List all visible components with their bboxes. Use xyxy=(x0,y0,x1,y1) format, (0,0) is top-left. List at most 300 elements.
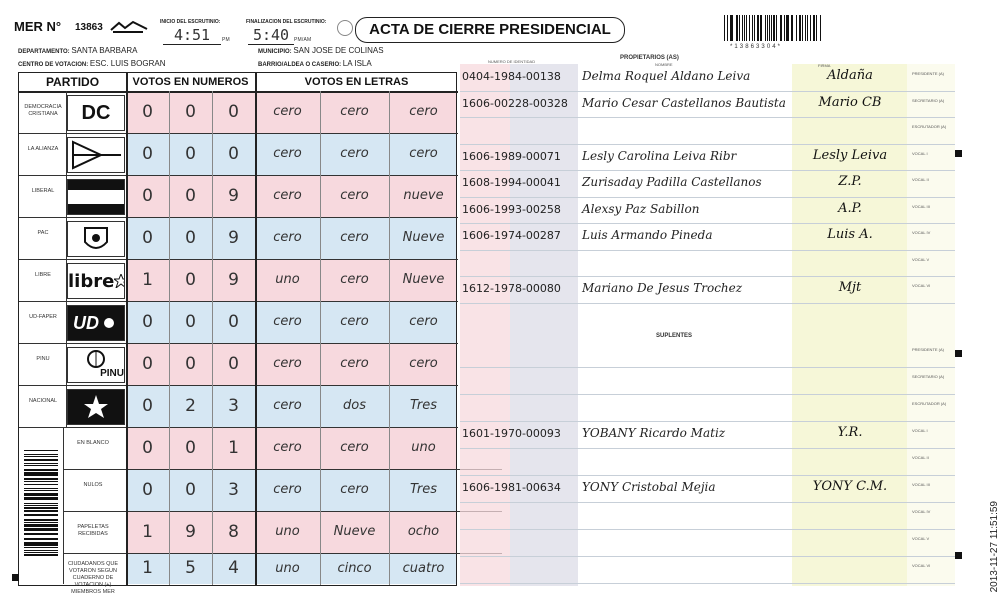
vote-word: Tres xyxy=(409,398,438,413)
barcode-bar xyxy=(758,15,759,41)
member-role: VOCAL II xyxy=(912,455,929,460)
col-divider xyxy=(212,91,213,585)
vote-word: cero xyxy=(340,272,369,287)
vote-number: 0 xyxy=(228,144,239,164)
party-name: LIBRE xyxy=(35,272,51,278)
votes-table xyxy=(18,72,457,595)
signature-row-line xyxy=(460,144,955,145)
row-divider xyxy=(19,133,458,134)
signature-row-line xyxy=(460,502,955,503)
barcode-bar xyxy=(769,15,770,41)
member-signature: Y.R. xyxy=(837,425,863,440)
row-divider xyxy=(19,217,458,218)
barcode-bar xyxy=(814,15,815,41)
barcode-bar xyxy=(24,522,58,523)
vote-number: 9 xyxy=(228,270,239,290)
member-id: 1606-00228-00328 xyxy=(462,96,568,110)
barcode-bar xyxy=(24,505,58,506)
member-name: Luis Armando Pineda xyxy=(582,228,713,242)
col-divider xyxy=(169,91,170,585)
party-logo xyxy=(67,389,125,425)
suplentes-header: SUPLENTES xyxy=(656,333,693,339)
vote-number: 0 xyxy=(228,354,239,374)
barcode-bar xyxy=(24,484,58,485)
member-id: 1606-1981-00634 xyxy=(462,481,561,494)
barcode-bar xyxy=(24,543,58,545)
vote-word: cero xyxy=(273,188,302,203)
barcode-bar xyxy=(24,479,58,480)
vote-number: 1 xyxy=(142,522,153,542)
barcode-bar xyxy=(24,481,58,482)
barcode-bar xyxy=(731,15,733,41)
vote-number: 1 xyxy=(142,558,153,578)
vote-word: cero xyxy=(340,146,369,161)
barcode-bar xyxy=(724,15,725,41)
member-role: VOCAL IV xyxy=(912,509,931,514)
col-divider xyxy=(320,91,321,585)
vote-word: cero xyxy=(273,440,302,455)
barcode-bar xyxy=(742,15,743,41)
signature-row-line xyxy=(460,475,955,476)
vote-word: cero xyxy=(409,314,438,329)
barcode-bar xyxy=(24,533,58,534)
sig-strip-yellow xyxy=(792,64,907,586)
party-name: LA ALIANZA xyxy=(27,146,59,152)
member-name: YONY Cristobal Mejia xyxy=(582,480,716,494)
numero-id-header: NUMERO DE IDENTIDAD xyxy=(488,59,536,64)
vote-number: 0 xyxy=(185,438,196,458)
barcode-bar xyxy=(24,538,58,539)
propietarios-header: PROPIETARIOS (AS) xyxy=(620,55,679,61)
registration-mark xyxy=(955,350,962,357)
col-divider xyxy=(255,73,257,585)
vote-number: 0 xyxy=(185,312,196,332)
vote-word: cero xyxy=(340,314,369,329)
barcode-bar xyxy=(24,459,58,461)
inicio-label: INICIO DEL ESCRUTINIO: xyxy=(160,19,221,25)
signature-row-line xyxy=(460,556,955,557)
vote-word: uno xyxy=(275,524,300,539)
vote-word: uno xyxy=(411,440,436,455)
barcode-bar xyxy=(813,15,814,41)
member-role: SECRETARIO (A) xyxy=(912,374,945,379)
centro-value: ESC. LUIS BOGRAN xyxy=(89,59,166,68)
member-id: 1606-1974-00287 xyxy=(462,229,561,242)
member-role: SECRETARIO (A) xyxy=(912,97,945,103)
barcode-bar xyxy=(773,15,775,41)
inicio-time: 4:51 xyxy=(163,26,221,45)
barcode-bar xyxy=(757,15,758,41)
barcode-bar xyxy=(24,473,58,475)
signature-row-line xyxy=(460,448,955,449)
signature-row-line xyxy=(460,583,955,584)
hole-icon xyxy=(337,20,353,36)
barcode-bar xyxy=(767,15,768,41)
party-logo xyxy=(67,179,125,215)
vote-number: 0 xyxy=(185,270,196,290)
member-role: VOCAL VI xyxy=(912,563,931,568)
barcode-bar xyxy=(24,469,58,470)
member-role: VOCAL V xyxy=(912,256,930,262)
barcode-bar xyxy=(730,15,731,41)
barcode-bar xyxy=(24,478,58,479)
vote-number: 0 xyxy=(185,228,196,248)
member-role: ESCRUTADOR (A) xyxy=(912,124,947,129)
vote-number: 0 xyxy=(228,312,239,332)
row-divider xyxy=(63,511,502,512)
barcode-bar xyxy=(24,547,58,548)
star-icon xyxy=(84,395,108,419)
barcode-side xyxy=(24,450,58,558)
party-name: NACIONAL xyxy=(28,398,58,404)
barcode-bar xyxy=(24,463,58,464)
barcode-bar xyxy=(771,15,772,41)
barcode-bar xyxy=(24,510,58,511)
barcode-bar xyxy=(781,15,782,41)
registration-mark xyxy=(12,574,19,581)
vote-number: 1 xyxy=(228,438,239,458)
party-logo xyxy=(67,263,125,299)
member-id: 1606-1993-00258 xyxy=(462,202,561,216)
member-signature: Z.P. xyxy=(838,174,862,189)
party-logo-text: PINU xyxy=(100,367,124,379)
barcode-bar xyxy=(810,15,811,41)
vote-word: cinco xyxy=(337,561,372,576)
barcode-bar xyxy=(802,15,803,41)
barcode-bar xyxy=(807,15,808,41)
registration-mark xyxy=(955,552,962,559)
timestamp: 2013-11-27 11:51:59 xyxy=(989,500,1000,592)
member-role: VOCAL VI xyxy=(912,283,931,288)
vote-word: cero xyxy=(273,482,302,497)
col-divider xyxy=(126,73,128,585)
barcode-bar xyxy=(765,15,766,41)
vote-number: 3 xyxy=(228,480,239,500)
barcode-bar xyxy=(24,497,58,498)
row-divider xyxy=(19,343,458,344)
vote-word: Nueve xyxy=(333,524,376,539)
signature-row-line xyxy=(460,117,955,118)
role-strip xyxy=(907,64,955,586)
nombre-header: NOMBRE xyxy=(655,62,673,67)
barcode-bar xyxy=(24,514,58,515)
barcode-bar xyxy=(24,550,58,551)
vote-number: 0 xyxy=(142,144,153,164)
barcode-bar xyxy=(760,15,762,41)
vote-word: Tres xyxy=(409,482,438,497)
barrio-label: BARRIO/ALDEA O CASERIO: xyxy=(258,62,342,68)
member-role: VOCAL V xyxy=(912,536,930,541)
barcode-bar xyxy=(791,15,792,41)
vote-number: 0 xyxy=(185,186,196,206)
vote-word: cero xyxy=(273,398,302,413)
party-logo xyxy=(67,137,125,173)
barcode-bar xyxy=(744,15,746,41)
letras-header: VOTOS EN LETRAS xyxy=(304,76,409,88)
registration-mark xyxy=(955,150,962,157)
party-logo xyxy=(67,347,125,383)
vote-word: cero xyxy=(340,230,369,245)
party-logo-text: DC xyxy=(81,101,111,124)
party-logo-text: libre xyxy=(68,270,115,292)
vote-number: 9 xyxy=(228,228,239,248)
signature-row-line xyxy=(460,170,955,171)
member-id: 1608-1994-00041 xyxy=(462,176,561,189)
vote-number: 0 xyxy=(185,480,196,500)
party-name: PINU xyxy=(36,356,50,362)
member-name: Delma Roquel Aldano Leiva xyxy=(582,69,751,83)
barcode-bar xyxy=(792,15,793,41)
institution-logo-icon xyxy=(109,20,149,34)
col-divider xyxy=(63,427,64,584)
vote-word: uno xyxy=(275,561,300,576)
party-logo xyxy=(67,305,125,341)
barcode-bar xyxy=(24,554,58,555)
barcode-bar xyxy=(24,534,58,535)
barcode-bar xyxy=(787,15,789,41)
barcode-bar xyxy=(736,15,737,41)
vote-word: dos xyxy=(343,398,366,413)
vote-word: cero xyxy=(340,188,369,203)
final-time: 5:40 xyxy=(248,26,294,45)
vote-word: Nueve xyxy=(402,272,445,287)
vote-number: 0 xyxy=(142,102,153,122)
member-signature: Mjt xyxy=(838,280,862,295)
vote-word: cero xyxy=(340,104,369,119)
vote-number: 2 xyxy=(185,396,196,416)
firma-header: FIRMA xyxy=(818,63,831,68)
total-name: NULOS xyxy=(83,482,103,488)
signature-row-line xyxy=(460,367,955,368)
vote-word: cero xyxy=(273,104,302,119)
member-signature: Luis A. xyxy=(827,227,873,242)
col-divider xyxy=(66,91,67,427)
final-ampm: PM/AM xyxy=(294,37,312,43)
barcode-bar xyxy=(24,524,58,526)
member-role: VOCAL IV xyxy=(912,230,931,235)
barcode-bar xyxy=(727,15,728,41)
vote-word: nueve xyxy=(403,188,444,203)
total-name: EN BLANCO xyxy=(77,440,109,446)
barcode-bar xyxy=(780,15,781,41)
barcode-top xyxy=(724,15,822,41)
vote-number: 0 xyxy=(228,102,239,122)
barcode-bar xyxy=(820,15,821,41)
vote-number: 0 xyxy=(185,144,196,164)
vote-word: cero xyxy=(273,230,302,245)
vote-number: 0 xyxy=(185,102,196,122)
vote-number: 8 xyxy=(228,522,239,542)
barcode-bar xyxy=(24,542,58,543)
member-name: Zurisaday Padilla Castellanos xyxy=(582,175,762,189)
member-signature: YONY C.M. xyxy=(812,479,888,494)
member-name: Mariano De Jesus Trochez xyxy=(582,281,743,295)
page-title: ACTA DE CIERRE PRESIDENCIAL xyxy=(355,17,625,43)
signature-row-line xyxy=(460,197,955,198)
signature-row-line xyxy=(460,421,955,422)
member-signature: Lesly Leiva xyxy=(812,147,888,163)
inicio-ampm: PM xyxy=(222,37,230,43)
barcode-bar xyxy=(24,450,58,451)
signature-row-line xyxy=(460,394,955,395)
pac-logo-icon xyxy=(81,224,111,254)
vote-word: cuatro xyxy=(402,561,445,576)
barcode-bar xyxy=(746,15,747,41)
barcode-bar xyxy=(24,503,58,504)
row-divider xyxy=(19,385,458,386)
vote-number: 0 xyxy=(142,186,153,206)
vote-word: cero xyxy=(340,356,369,371)
member-signature: Aldaña xyxy=(827,68,873,83)
row-divider xyxy=(19,175,458,176)
row-divider xyxy=(63,553,502,554)
barcode-bar xyxy=(24,529,58,530)
member-role: ESCRUTADOR (A) xyxy=(912,401,947,406)
municipio-value: SAN JOSE DE COLINAS xyxy=(293,46,384,55)
member-id: 1601-1970-00093 xyxy=(462,427,561,440)
member-name: YOBANY Ricardo Matiz xyxy=(582,426,726,440)
barcode-bar xyxy=(24,528,58,529)
member-role: VOCAL I xyxy=(912,428,928,433)
barcode-bar xyxy=(24,507,58,509)
vote-number: 1 xyxy=(142,270,153,290)
mer-number: 13863 xyxy=(75,22,103,33)
departamento-label: DEPARTAMENTO: xyxy=(18,49,70,55)
member-id: 1606-1989-00071 xyxy=(462,149,561,163)
barcode-bar xyxy=(24,488,58,489)
barcode-bar xyxy=(24,490,58,491)
barcode-bar xyxy=(784,15,785,41)
vote-number: 4 xyxy=(228,558,239,578)
barcode-bar xyxy=(24,498,58,499)
member-role: PRESIDENTE (A) xyxy=(912,71,945,76)
departamento-value: SANTA BARBARA xyxy=(71,46,138,55)
centro-label: CENTRO DE VOTACION: xyxy=(18,62,89,68)
member-signature: Mario CB xyxy=(818,94,882,110)
barcode-bar xyxy=(739,15,740,41)
vote-word: cero xyxy=(273,356,302,371)
row-divider xyxy=(19,259,458,260)
barcode-bar xyxy=(754,15,755,41)
party-name: LIBERAL xyxy=(31,188,55,194)
mer-label: MER N° xyxy=(14,19,62,34)
total-name: CIUDADANOS QUE VOTARON SEGUN CUADERNO DE VOTACION (+) MIEMBROS MER xyxy=(67,561,119,595)
vote-number: 0 xyxy=(142,228,153,248)
numeros-header: VOTOS EN NUMEROS xyxy=(132,76,249,88)
vote-number: 0 xyxy=(142,312,153,332)
vote-number: 0 xyxy=(142,480,153,500)
party-logo xyxy=(67,95,125,131)
vote-number: 0 xyxy=(142,438,153,458)
barcode-bar xyxy=(24,515,58,516)
member-role: VOCAL III xyxy=(912,203,930,209)
vote-number: 9 xyxy=(228,186,239,206)
signature-row-line xyxy=(460,529,955,530)
party-name: PAC xyxy=(37,230,49,236)
signature-row-line xyxy=(460,250,955,251)
signature-row-line xyxy=(460,303,955,304)
vote-word: cero xyxy=(273,314,302,329)
barcode-bar xyxy=(799,15,800,41)
barcode-bar xyxy=(24,472,58,473)
party-name: UD-FAPER xyxy=(29,314,57,320)
id-strip-blue xyxy=(510,64,578,586)
member-role: VOCAL I xyxy=(912,150,928,156)
barcode-text: * 1 3 8 6 3 3 0 4 * xyxy=(730,44,781,50)
col-divider xyxy=(389,91,390,585)
pinu-logo-icon xyxy=(86,350,106,368)
barcode-bar xyxy=(800,15,801,41)
star-icon xyxy=(114,274,124,288)
vote-word: cero xyxy=(409,146,438,161)
vote-word: cero xyxy=(409,104,438,119)
municipio-label: MUNICIPIO: xyxy=(258,49,292,55)
final-label: FINALIZACION DEL ESCRUTINIO: xyxy=(246,19,327,25)
barcode-bar xyxy=(24,465,58,466)
vote-word: ocho xyxy=(407,524,440,539)
party-logo-text: UD xyxy=(73,312,99,333)
partido-header: PARTIDO xyxy=(45,75,100,89)
member-name: Alexsy Paz Sabillon xyxy=(582,201,700,216)
barcode-bar xyxy=(796,15,797,41)
vote-word: uno xyxy=(275,272,300,287)
vote-number: 0 xyxy=(142,396,153,416)
barrio-value: LA ISLA xyxy=(342,59,372,68)
barcode-bar xyxy=(752,15,753,41)
row-divider xyxy=(19,427,458,428)
vote-word: cero xyxy=(340,440,369,455)
signature-row-line xyxy=(460,276,955,277)
vote-number: 3 xyxy=(228,396,239,416)
barcode-bar xyxy=(816,15,817,41)
member-id: 1612-1978-00080 xyxy=(462,282,561,295)
barcode-bar xyxy=(24,454,58,455)
barcode-bar xyxy=(805,15,807,41)
vote-word: Nueve xyxy=(402,230,445,245)
sun-icon xyxy=(99,313,119,333)
vote-word: cero xyxy=(273,146,302,161)
row-divider xyxy=(63,469,502,470)
member-name: Lesly Carolina Leiva Ribr xyxy=(582,148,737,163)
header-divider xyxy=(19,91,458,93)
row-divider xyxy=(19,301,458,302)
vote-number: 9 xyxy=(185,522,196,542)
member-name: Mario Cesar Castellanos Bautista xyxy=(582,95,786,110)
barcode-bar xyxy=(24,552,58,553)
vote-word: cero xyxy=(340,482,369,497)
total-name: PAPELETAS RECIBIDAS xyxy=(77,524,109,537)
party-logo xyxy=(67,221,125,257)
member-role: PRESIDENTE (A) xyxy=(912,347,945,352)
vote-word: cero xyxy=(409,356,438,371)
member-role: VOCAL III xyxy=(912,482,930,487)
party-name: DEMOCRACIA CRISTIANA xyxy=(24,104,62,117)
barcode-bar xyxy=(776,15,777,41)
signature-row-line xyxy=(460,91,955,92)
member-signature: A.P. xyxy=(838,200,862,216)
barcode-bar xyxy=(24,456,58,457)
signature-row-line xyxy=(460,223,955,224)
barcode-bar xyxy=(24,519,58,520)
signatures-section xyxy=(460,46,955,586)
member-id: 0404-1984-00138 xyxy=(462,70,561,83)
barcode-bar xyxy=(737,15,738,41)
alianza-logo-icon xyxy=(71,140,121,170)
member-role: VOCAL II xyxy=(912,177,929,182)
vote-number: 0 xyxy=(185,354,196,374)
barcode-bar xyxy=(24,493,58,495)
barcode-bar xyxy=(749,15,750,41)
